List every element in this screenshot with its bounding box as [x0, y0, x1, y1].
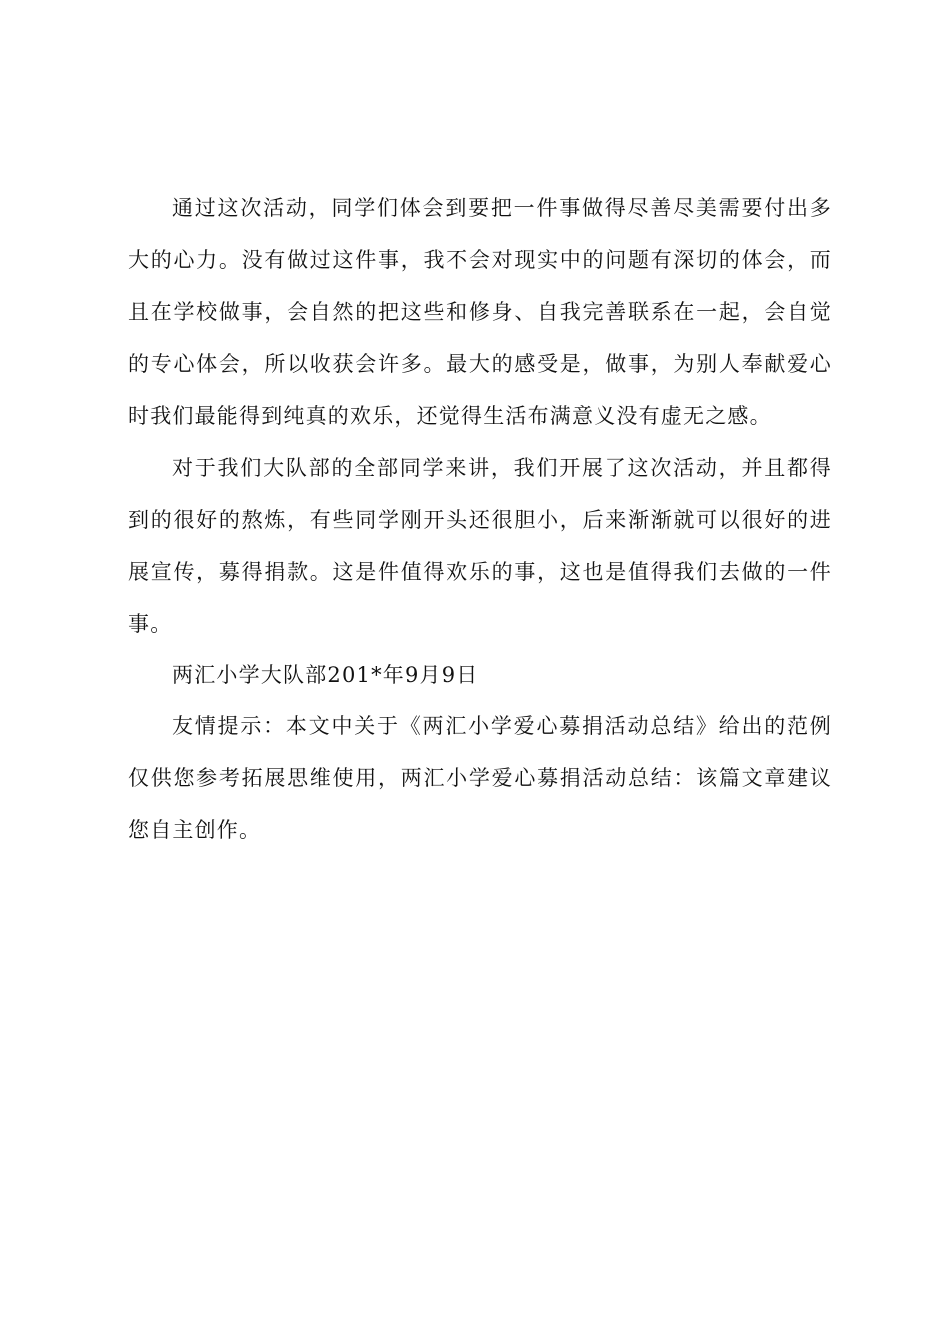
document-body — [128, 182, 832, 856]
friendly-tip-paragraph: 友情提示：本文中关于《两汇小学爱心募捐活动总结》给出的范例仅供您参考拓展思维使用，两汇小学爱心募捐活动总结：该篇文章建议您自主创作。 — [128, 714, 832, 842]
paragraph-team-summary: 对于我们大队部的全部同学来讲，我们开展了这次活动，并且都得到的很好的熬炼，有些同学刚开头还很胆小，后来渐渐就可以很好的进展宣传，募得捐款。这是件值得欢乐的事，这也是值得我们去做的一件事。 — [128, 456, 832, 636]
paragraph-activity-reflection: 通过这次活动，同学们体会到要把一件事做得尽善尽美需要付出多大的心力。没有做过这件事，我不会对现实中的问题有深切的体会，而且在学校做事，会自然的把这些和修身、自我完善联系在一起，会自觉的专心体会，所以收获会许多。最大的感受是，做事，为别人奉献爱心时我们最能得到纯真的欢乐，还觉得生活布满意义没有虚无之感。 — [128, 196, 832, 428]
signature-date-line: 两汇小学大队部201*年9月9日 — [172, 663, 479, 687]
